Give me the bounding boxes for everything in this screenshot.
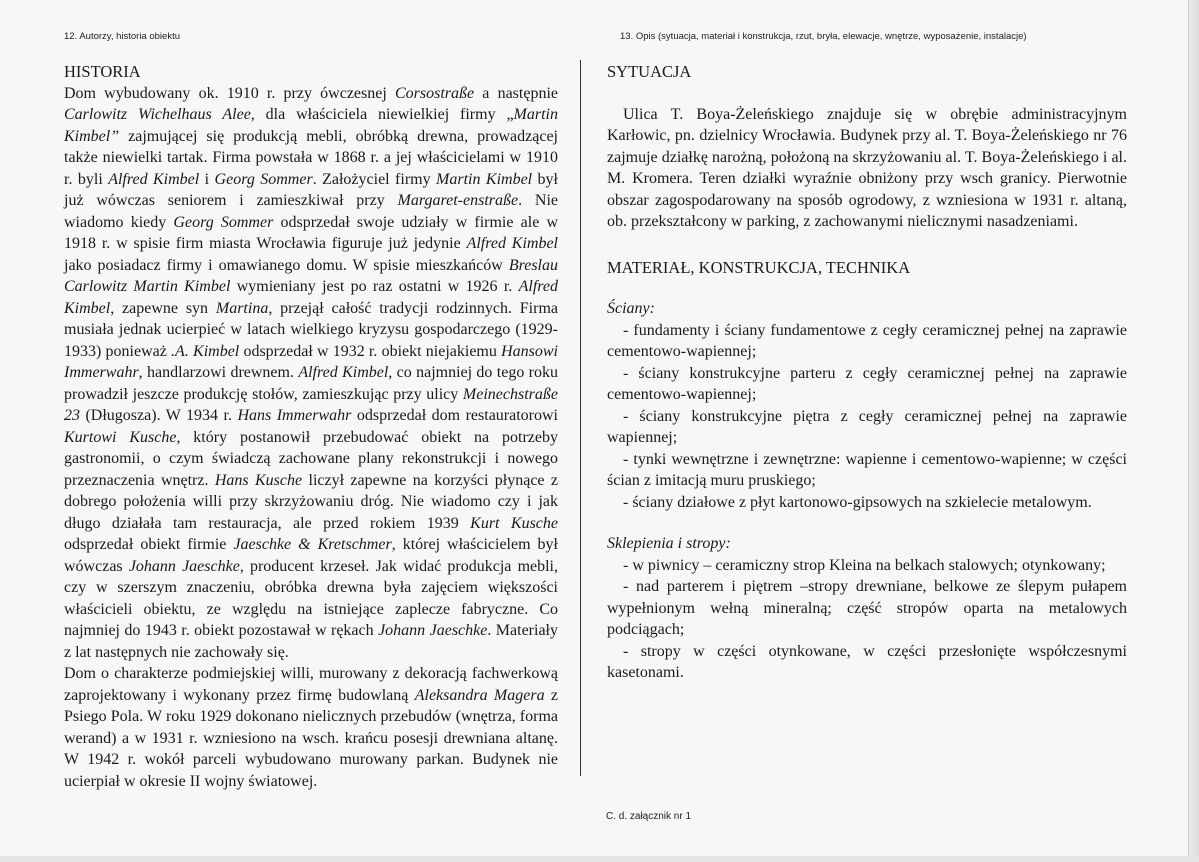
- text-run: zajmującej się produkcją mebli, obróbką drewna, prowadzącej także niewielki tartak. Firma powstała w 1868 r. a jej właścicielami w 1910 r. byli: [64, 127, 558, 188]
- ceilings-item: - nad parterem i piętrem –stropy drewniane, belkowe ze ślepym pułapem wypełnionym wełną mineralną; część stropów oparta na metalowych podciągach;: [607, 578, 1127, 638]
- header-right: 13. Opis (sytuacja, materiał i konstrukcja, rzut, bryła, elewacje, wnętrze, wyposażenie, instalacje): [620, 31, 1027, 42]
- italic-name: Kurtowi Kusche: [64, 428, 177, 446]
- text-run: , handlarzowi drewnem.: [138, 364, 299, 381]
- text-run: a następnie: [474, 84, 558, 102]
- italic-name: Martin Kimbel: [436, 170, 533, 188]
- ceilings-item: - w piwnicy – ceramiczny strop Kleina na belkach stalowych; otynkowany;: [623, 556, 1106, 574]
- text-run: , przejął całość tradycji rodzinnych. Firma musiała jednak ucierpieć w latach wielkiego kryzysu gospodarczego (1929-1933) ponieważ: [64, 299, 559, 360]
- walls-item: - fundamenty i ściany fundamentowe z cegły ceramicznej pełnej na zaprawie cementowo-wapiennej;: [607, 321, 1127, 360]
- text-run: , dla właściciela niewielkiej firmy „: [250, 106, 514, 123]
- text-run: . Założyciel firmy: [312, 170, 437, 188]
- text-run: odsprzedał w 1932 r. obiekt niejakiemu: [239, 342, 502, 360]
- page-edge: [1188, 0, 1199, 862]
- text-run: liczył zapewne na korzyści płynące z dobrego położenia willi przy skrzyżowaniu dróg. Nie wiadomo czy i jak długo działała tam restauracja, ale przed rokiem 1939: [64, 471, 559, 532]
- walls-item: - ściany konstrukcyjne parteru z cegły ceramicznej pełnej na zaprawie cementowo-wapiennej;: [607, 364, 1127, 403]
- text-run: (Długosza). W 1934 r.: [80, 407, 238, 424]
- italic-name: Meinechstraße 23: [64, 385, 558, 424]
- text-run: odsprzedał swoje udziały w firmie ale w 1918 r. w spisie firm miasta Wrocławia figuruje już jedynie: [64, 213, 559, 252]
- description-column: [607, 61, 1127, 684]
- italic-name: Carlowitz Wichelhaus Alee: [64, 106, 251, 123]
- italic-name: Hansowi Immerwahr: [64, 342, 558, 381]
- situation-text: Ulica T. Boya-Żeleńskiego znajduje się w obrębie administracyjnym Karłowic, pn. dzielnicy Wrocławia. Budynek przy al. T. Boya-Żeleńskiego nr 76 zajmuje działkę narożną, położoną na skrzyżowaniu al. T. Boya-Żeleńskiego i al. M. Kromera. Teren działki wyraźnie obniżony przy wsch granicy. Pierwotnie obszar zagospodarowany na sposób ogrodowy, z wzniesiona w 1931 r. altaną, ob. przekształcony w parking, z zachowanymi nielicznymi nasadzeniami.: [607, 105, 1127, 230]
- italic-name: Alfred Kimbel: [108, 170, 200, 188]
- header-left: 12. Autorzy, historia obiektu: [64, 31, 180, 42]
- history-paragraph-1: [64, 83, 558, 664]
- text-run: . Nie wiadomo kiedy: [64, 192, 559, 231]
- text-run: jako posiadacz firmy i omawianego domu. W spisie mieszkańców: [64, 256, 509, 274]
- column-divider: [580, 60, 581, 776]
- history-column: [64, 61, 558, 792]
- history-heading: HISTORIA: [64, 62, 141, 81]
- italic-name: Aleksandra Magera: [414, 686, 545, 704]
- walls-title: Ściany:: [607, 300, 655, 317]
- italic-name: Georg Sommer: [173, 213, 274, 231]
- footer-attachment-note: C. d. załącznik nr 1: [606, 811, 692, 822]
- italic-name: Breslau Carlowitz Martin Kimbel: [64, 256, 558, 295]
- italic-name: Corsostraße: [394, 84, 475, 102]
- italic-name: Georg Sommer: [214, 170, 313, 188]
- text-run: i: [199, 170, 215, 188]
- text-run: . Materiały z lat następnych nie zachowały się.: [64, 622, 558, 661]
- text-run: , której właścicielem był wówczas: [64, 536, 558, 575]
- text-run: odsprzedał dom restauratorowi: [351, 407, 559, 424]
- text-run: był już wówczas seniorem i zamieszkiwał przy: [64, 170, 558, 209]
- walls-item: - ściany konstrukcyjne piętra z cegły ceramicznej pełnej na zaprawie wapiennej;: [607, 407, 1127, 446]
- text-run: , co najmniej do tego roku prowadził jeszcze produkcję stołów, zamieszkując przy ulicy: [64, 364, 558, 403]
- italic-name: .A. Kimbel: [171, 342, 240, 360]
- material-heading: MATERIAŁ, KONSTRUKCJA, TECHNIKA: [607, 257, 911, 277]
- text-run: z Psiego Pola. W roku 1929 dokonano nielicznych przebudów (wnętrza, forma werand) a w 1931 r. wzniesiono na wsch. krańcu posesji drewniana altanę. W 1942 r. wokół parceli wybudowano murowany parkan. Budynek nie ucierpiał w okresie II wojny światowej.: [64, 686, 559, 790]
- italic-name: Hans Kusche: [214, 471, 303, 489]
- history-paragraph-2: [64, 663, 558, 792]
- italic-name: Hans Immerwahr: [237, 407, 352, 424]
- italic-name: Kurt Kusche: [470, 514, 558, 532]
- text-run: wymieniany jest po raz ostatni w 1926 r.: [230, 278, 519, 295]
- italic-name: Martin Kimbel”: [64, 106, 558, 145]
- text-run: odsprzedał obiekt firmie: [64, 536, 234, 553]
- text-run: Dom o charakterze podmiejskiej willi, murowany z dekoracją fachwerkową zaprojektowany i wykonany przez firmę budowlaną: [64, 665, 558, 704]
- text-run: , producent krzeseł. Jak widać produkcja mebli, czy w szerszym znaczeniu, obróbka drewna była zajęciem większości właścicieli obiektu, ze względu na istniejące zaplecze fabryczne. Co najmniej do 1943 r. obiekt pozostawał w rękach: [64, 557, 558, 639]
- walls-item: - tynki wewnętrzne i zewnętrzne: wapienne i cementowo-wapienne; w części ścian z imitacją muru pruskiego;: [607, 450, 1127, 489]
- italic-name: Martina: [215, 299, 269, 317]
- text-run: , który postanowił przebudować obiekt na potrzeby gastronomii, o czym świadczą zachowane plany rekonstrukcji i nowego przeznaczenia wnętrz.: [64, 428, 558, 489]
- text-run: , zapewne syn: [110, 299, 216, 317]
- italic-name: Margaret-enstraße: [397, 192, 519, 209]
- page-bottom-edge: [0, 856, 1199, 862]
- italic-name: Johann Jaeschke: [378, 622, 488, 639]
- walls-item: - ściany działowe z płyt kartonowo-gipsowych na szkielecie metalowym.: [623, 493, 1092, 511]
- italic-name: Alfred Kimbel: [298, 364, 389, 381]
- ceilings-title: Sklepienia i stropy:: [607, 535, 731, 552]
- situation-heading: SYTUACJA: [607, 62, 692, 81]
- ceilings-item: - stropy w części otynkowane, w części przesłonięte współczesnymi kasetonami.: [607, 642, 1127, 681]
- italic-name: Johann Jaeschke: [128, 557, 240, 575]
- text-run: Dom wybudowany ok. 1910 r. przy ówczesnej: [64, 84, 395, 102]
- italic-name: Jaeschke & Kretschmer: [233, 536, 392, 553]
- italic-name: Alfred Kimbel: [466, 235, 559, 252]
- italic-name: Alfred Kimbel: [64, 278, 559, 317]
